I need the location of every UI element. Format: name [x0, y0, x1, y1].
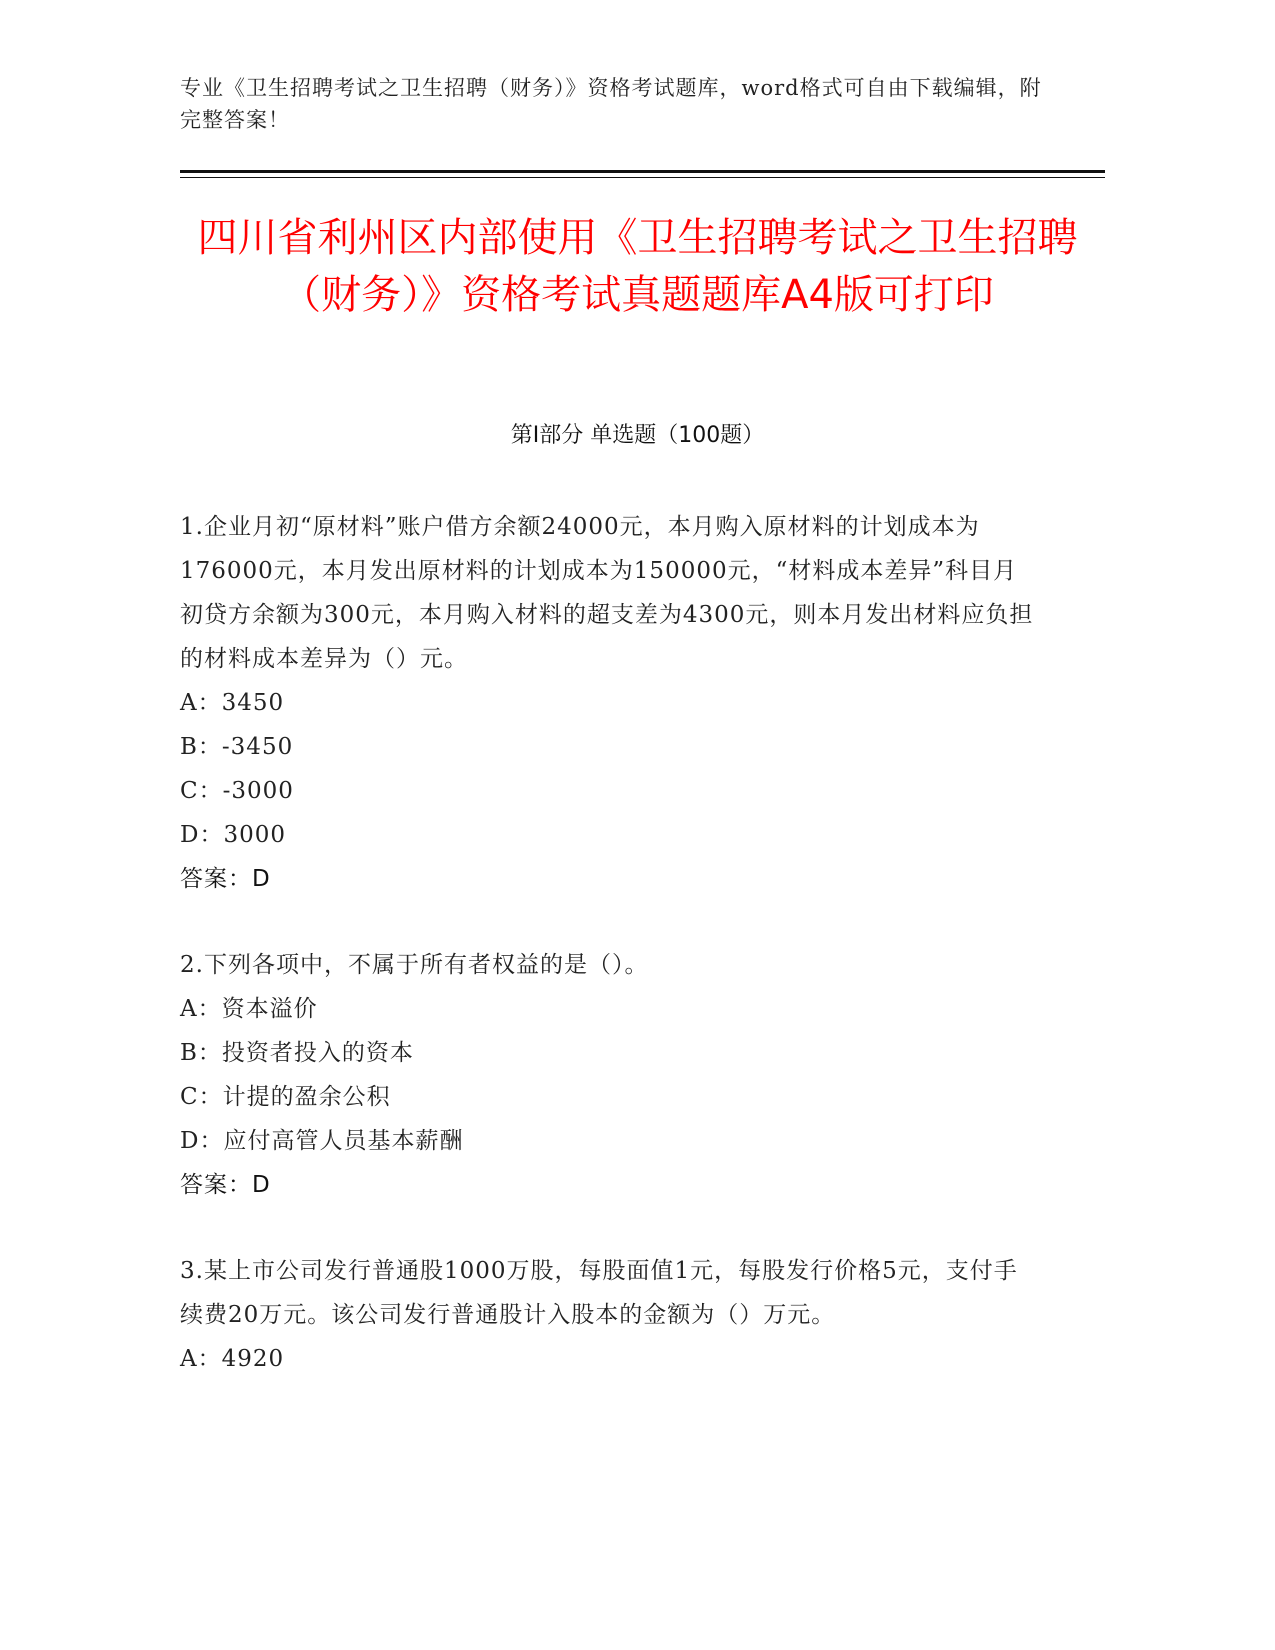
question-2	[180, 943, 1040, 1207]
header-rule-thin	[180, 177, 1105, 178]
question-3	[180, 1249, 1040, 1381]
answer: 答案：D	[180, 866, 271, 892]
header-note: 专业《卫生招聘考试之卫生招聘（财务）》资格考试题库，word格式可自由下载编辑，附完整答案！	[180, 76, 1042, 132]
question-stem: 2.下列各项中，不属于所有者权益的是（）。	[180, 952, 649, 978]
question-stem: 1.企业月初“原材料”账户借方余额24000元，本月购入原材料的计划成本为176000元，本月发出原材料的计划成本为150000元，“材料成本差异”科目月初贷方余额为300元，本月购入材料的超支差为4300元，则本月发出材料应负担的材料成本差异为（）元。	[180, 514, 1034, 672]
answer: 答案：D	[180, 1172, 271, 1198]
question-stem: 3.某上市公司发行普通股1000万股，每股面值1元，每股发行价格5元，支付手续费20万元。该公司发行普通股计入股本的金额为（）万元。	[180, 1258, 1018, 1328]
section-heading: 第Ⅰ部分 单选题（100题）	[510, 423, 765, 448]
question-1	[180, 505, 1040, 901]
option-d: D：应付高管人员基本薪酬	[180, 1128, 464, 1154]
question-list	[180, 505, 1040, 1423]
header-rule-thick	[180, 170, 1105, 173]
document-title: 四川省利州区内部使用《卫生招聘考试之卫生招聘（财务）》资格考试真题题库A4版可打印	[197, 215, 1078, 318]
option-d: D：3000	[180, 822, 286, 848]
option-b: B：-3450	[180, 734, 294, 760]
option-c: C：计提的盈余公积	[180, 1084, 391, 1110]
option-b: B：投资者投入的资本	[180, 1040, 414, 1066]
option-a: A：4920	[180, 1346, 285, 1372]
option-a: A：3450	[180, 690, 285, 716]
option-a: A：资本溢价	[180, 996, 318, 1022]
option-c: C：-3000	[180, 778, 294, 804]
